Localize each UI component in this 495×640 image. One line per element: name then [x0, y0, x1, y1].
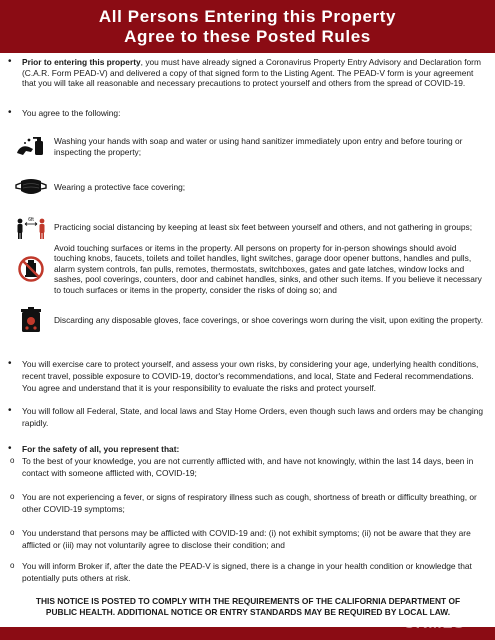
agree-item-mask — [8, 167, 488, 207]
safety-item — [8, 491, 488, 515]
social-distance-icon — [8, 214, 54, 240]
safety-item — [8, 455, 488, 479]
care-text: You will exercise care to protect yourself, and assess your own risks, by considering your age, underlying health conditions, recent travel, possible exposure to COVID-19, doctor's recommendations, and local, State and Federal recommendations. — [22, 359, 479, 382]
laws-paragraph — [8, 405, 488, 429]
bullet-ring: o — [10, 492, 15, 501]
header-title-line-1: All Persons Entering this Property — [98, 6, 397, 26]
distance-label: 6ft — [28, 217, 34, 223]
intro-paragraph — [8, 57, 488, 89]
agree-heading — [8, 108, 488, 119]
agree-heading-text: You agree to the following: — [22, 108, 121, 118]
watermark: CRMLS — [403, 615, 465, 632]
no-touch-icon — [8, 255, 54, 283]
safety-item — [8, 527, 488, 551]
bullet-ring: o — [10, 456, 15, 465]
safety-heading — [8, 443, 488, 455]
bullet-dot: • — [8, 405, 12, 416]
safety-item — [8, 560, 488, 584]
face-mask-icon — [8, 176, 54, 198]
laws-text: You will follow all Federal, State, and local laws and Stay Home Orders, even though such laws and orders may be changing rapidly. — [22, 406, 484, 429]
legal-notice-line-1: THIS NOTICE IS POSTED TO COMPLY WITH THE REQUIREMENTS OF THE CALIFORNIA DEPARTMENT OF — [35, 596, 461, 606]
agree-item-discard — [8, 300, 488, 340]
care-responsibility-text: You agree and understand that it is your responsibility to evaluate the risks and protect yourself. — [22, 383, 376, 394]
hand-wash-icon — [8, 135, 54, 159]
bullet-dot: • — [8, 443, 12, 454]
agree-item-text: Practicing social distancing by keeping at least six feet between yourself and others, and not gathering in groups; — [54, 221, 473, 232]
safety-item-text: You are not experiencing a fever, or signs of respiratory illness such as cough, shortness of breath or difficulty breathing, or other COVID-19 symptoms; — [22, 492, 477, 515]
agree-item-no-touch — [8, 240, 488, 298]
legal-notice-line-2: PUBLIC HEALTH. ADDITIONAL NOTICE OR ENTRY STANDARDS MAY BE REQUIRED BY LOCAL LAW. — [45, 606, 451, 617]
agree-item-text: Wearing a protective face covering; — [54, 181, 186, 192]
safety-item-text: To the best of your knowledge, you are not currently afflicted with, and have not knowingly, within the last 14 days, been in contact with someone afflicted with, COVID-19; — [22, 456, 474, 479]
care-paragraph — [8, 358, 488, 395]
bullet-dot: • — [8, 56, 12, 67]
intro-bold-lead: Prior to entering this property — [22, 57, 141, 67]
safety-item-text: You will inform Broker if, after the date the PEAD-V is signed, there is a change in your health condition or knowledge that potentially puts others at risk. — [22, 561, 472, 584]
agree-item-handwash — [8, 127, 488, 167]
bullet-ring: o — [10, 561, 15, 570]
legal-notice — [8, 596, 488, 617]
intro-text: , you must have already signed a Coronavirus Property Entry Advisory and Declaration form (C.A.R. Form PEAD-V) and delivered a copy of that signed form to the Listing Agent. The PEAD-V form is your agreement that you will take all reasonable and necessary precautions to protect yourself and others from the spread of COVID-19. — [22, 57, 481, 89]
header-banner — [0, 0, 495, 53]
trash-bin-icon — [8, 306, 54, 334]
agree-item-text: Discarding any disposable gloves, face coverings, or shoe coverings worn during the visit, upon exiting the property. — [54, 314, 484, 325]
bullet-ring: o — [10, 528, 15, 537]
agree-item-text: Washing your hands with soap and water or using hand sanitizer immediately upon entry and before touring or inspecting the property; — [54, 136, 463, 157]
agree-item-text: Avoid touching surfaces or items in the property. All persons on property for in-person showings should avoid touching knobs, faucets, toilets and toilet handles, light switches, garage door opener buttons, handles and pulls, alarm system controls, fan pulls, remotes, thermostats, switchboxes, gates and gate latches, window locks and sashes, pool coverings, counters, door and cabinet handles, sinks, and other such items. If you believe it necessary to touch surfaces or items in the property, consider the risks of doing so; and — [54, 242, 482, 295]
safety-item-text: You understand that persons may be afflicted with COVID-19 and: (i) not exhibit symptoms; (ii) not be aware that they are afflicted or (iii) may not voluntarily agree to disclose their condition; and — [22, 528, 471, 551]
header-title-line-2: Agree to these Posted Rules — [124, 26, 371, 46]
bullet-dot: • — [8, 107, 12, 118]
safety-heading-text: For the safety of all, you represent that: — [22, 444, 180, 454]
bullet-dot: • — [8, 358, 12, 369]
